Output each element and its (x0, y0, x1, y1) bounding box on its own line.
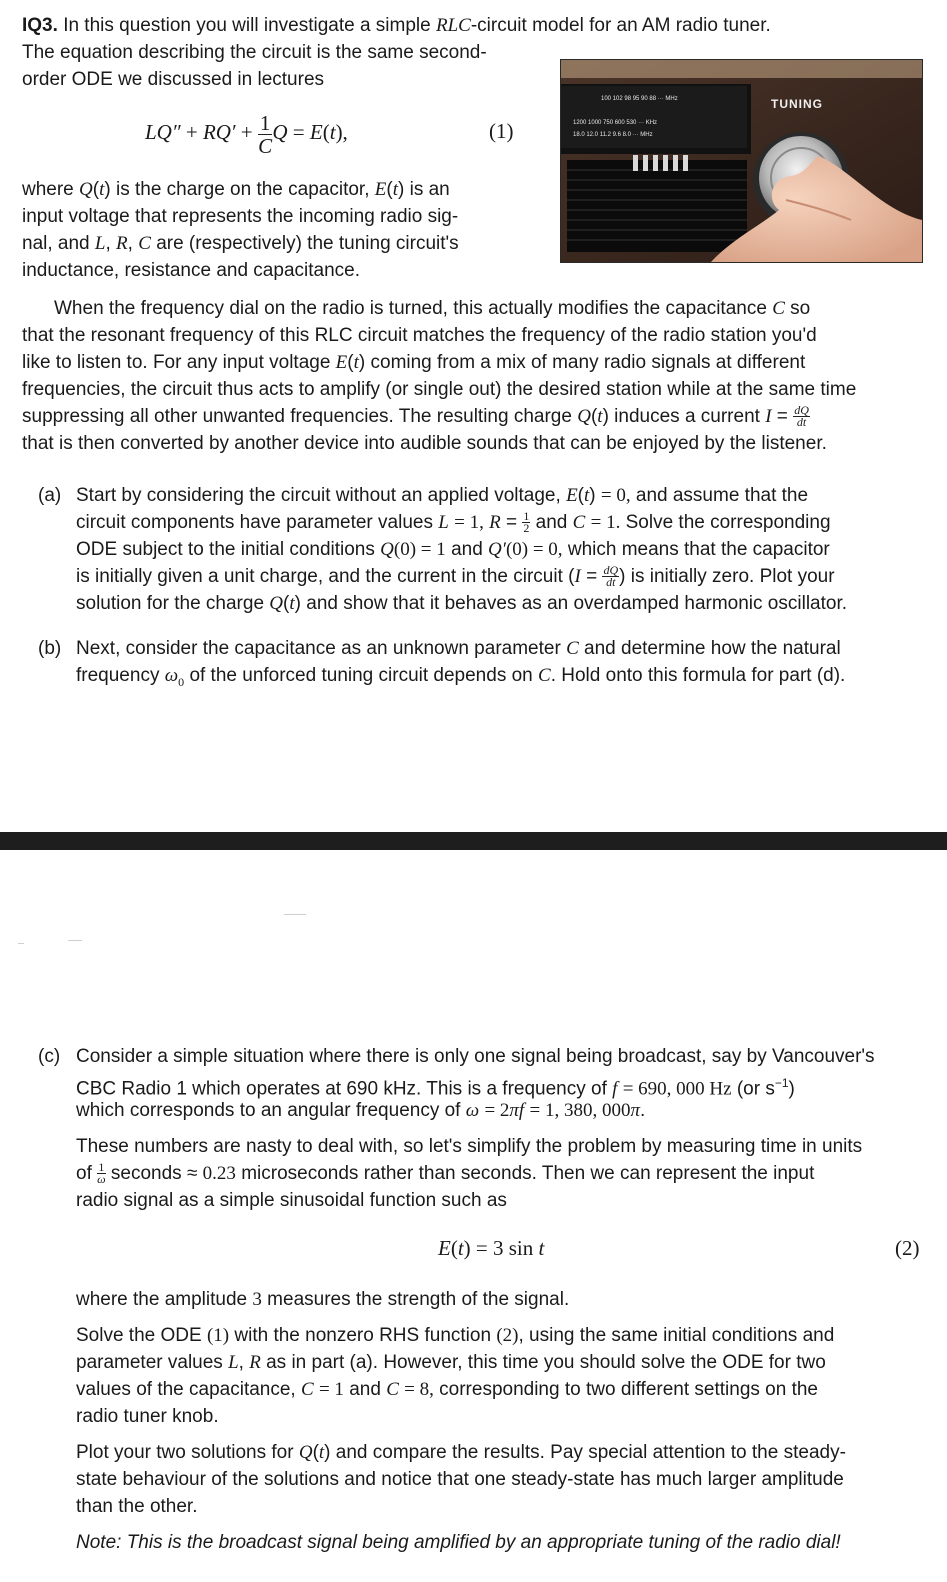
part-c-p2-line-2: of $\frac{1}{\omega}$ seconds ≈ 0.23 microseconds rather than seconds. Then we can represent the input (76, 1160, 815, 1187)
part-a-line-3: ODE subject to the initial conditions Q(0) = 1 and Q′(0) = 0, which means that the capacitor (76, 539, 830, 560)
part-c-p4-line-3: values of the capacitance, C = 1 and C = 8, corresponding to two different settings on the (76, 1379, 818, 1400)
where-line-1: where Q(t) is the charge on the capacitor, E(t) is an (22, 179, 450, 200)
question-number: IQ3. (22, 15, 58, 36)
para2-line-5: suppressing all other unwanted frequencies. The resulting charge Q(t) induces a current I = $\frac{dQ}{dt}$ (22, 403, 809, 430)
where-line-2: input voltage that represents the incoming radio sig- (22, 206, 459, 227)
dial-scale-sw: 18.0 12.0 11.2 9.6 8.0 ··· MHz (573, 132, 653, 138)
part-c-p5-line-1: Plot your two solutions for Q(t) and compare the results. Pay special attention to the steady- (76, 1442, 846, 1463)
part-c-p5-line-3: than the other. (76, 1496, 198, 1517)
part-b-line-1: Next, consider the capacitance as an unknown parameter C and determine how the natural (76, 638, 841, 659)
para2-line-1: When the frequency dial on the radio is turned, this actually modifies the capacitance C so (54, 298, 811, 319)
part-a-line-5: solution for the charge Q(t) and show that it behaves as an overdamped harmonic oscillator. (76, 593, 848, 614)
part-c-p4-line-2: parameter values L, R as in part (a). However, this time you should solve the ODE for two (76, 1352, 826, 1373)
where-line-4: inductance, resistance and capacitance. (22, 260, 360, 281)
part-c-p5-line-2: state behaviour of the solutions and notice that one steady-state has much larger amplitude (76, 1469, 844, 1490)
equation-2-label: (2) (895, 1236, 920, 1260)
part-b-line-2: frequency $\omega_0$ of the unforced tuning circuit depends on C. Hold onto this formula for part (d). (76, 665, 846, 689)
part-c-p2-line-1: These numbers are nasty to deal with, so let's simplify the problem by measuring time in units (76, 1136, 863, 1157)
part-b-label: (b) (38, 638, 62, 659)
part-a-line-1: Start by considering the circuit without an applied voltage, E(t) = 0, and assume that the (76, 485, 809, 506)
part-c-line-3: which corresponds to an angular frequency of ω = 2πf = 1, 380, 000π. (76, 1100, 646, 1121)
page-divider (0, 832, 947, 850)
equation-2: E(t) = 3 sin t (438, 1236, 545, 1260)
part-c-p3: where the amplitude 3 measures the strength of the signal. (76, 1289, 570, 1310)
scan-smudge (18, 943, 24, 944)
where-line-3: nal, and L, R, C are (respectively) the tuning circuit's (22, 233, 459, 254)
part-c-p2-line-3: radio signal as a simple sinusoidal function such as (76, 1190, 507, 1211)
para2-line-2: that the resonant frequency of this RLC circuit matches the frequency of the radio station you'd (22, 325, 817, 346)
radio-tuner-photo (560, 59, 923, 263)
note-label: Note: (76, 1532, 122, 1553)
note-text: This is the broadcast signal being amplified by an appropriate tuning of the radio dial! (126, 1532, 841, 1553)
part-a-line-4: is initially given a unit charge, and the current in the circuit (I = $\frac{dQ}{dt}$ ) is initially zero. Plot your (76, 563, 835, 590)
part-c-note (76, 1529, 841, 1556)
part-a-label: (a) (38, 485, 62, 506)
scan-smudge (284, 914, 306, 915)
para2-line-6: that is then converted by another device into audible sounds that can be enjoyed by the listener. (22, 433, 827, 454)
scan-smudge (68, 940, 82, 941)
part-c-line-1: Consider a simple situation where there is only one signal being broadcast, say by Vancouver's (76, 1046, 875, 1067)
equation-1-label: (1) (489, 119, 514, 143)
equation-1: LQ″ + RQ′ + $\frac{1}{C}$ Q = E(t), (145, 110, 348, 158)
dial-scale-mhz: 100 102 98 95 90 88 ··· MHz (601, 96, 678, 102)
para2-line-4: frequencies, the circuit thus acts to amplify (or single out) the desired station while at the same time (22, 379, 857, 400)
tuning-label: TUNING (771, 97, 823, 111)
intro-line-2: The equation describing the circuit is the same second- (22, 42, 487, 63)
part-c-p4-line-1: Solve the ODE (1) with the nonzero RHS function (2), using the same initial conditions and (76, 1325, 835, 1346)
part-c-p4-line-4: radio tuner knob. (76, 1406, 219, 1427)
intro-line-3: order ODE we discussed in lectures (22, 69, 325, 90)
question-intro: IQ3. In this question you will investigate a simple RLC-circuit model for an AM radio tuner. (22, 15, 771, 36)
dial-scale-khz: 1200 1000 750 600 530 ··· KHz (573, 120, 658, 126)
para2-line-3: like to listen to. For any input voltage E(t) coming from a mix of many radio signals at different (22, 352, 806, 373)
radio-illustration (561, 60, 922, 262)
part-c-label: (c) (38, 1046, 61, 1067)
part-a-line-2: circuit components have parameter values L = 1, R = $\frac{1}{2}$ and C = 1. Solve the corresponding (76, 509, 831, 536)
fraction-one-over-c: $\frac{1}{C}$ (258, 110, 273, 158)
part-c-line-2: CBC Radio 1 which operates at 690 kHz. This is a frequency of f = 690, 000 Hz (or $s^{-1}$) (76, 1076, 795, 1100)
